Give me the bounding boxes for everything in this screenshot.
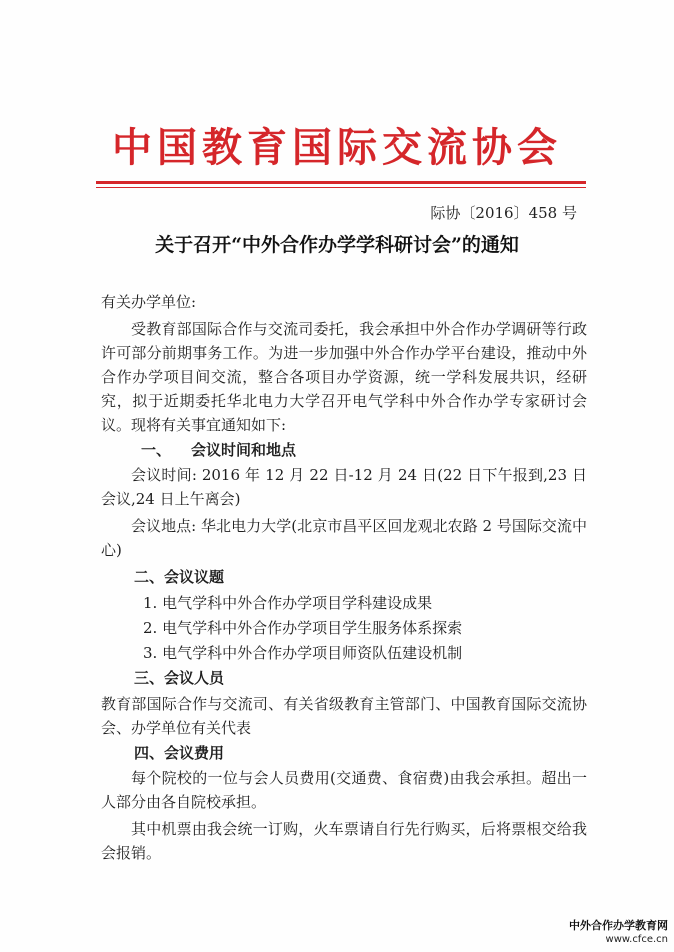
letterhead-title: 中国教育国际交流协会 [112, 124, 562, 171]
fees-paragraph-1: 每个院校的一位与会人员费用(交通费、食宿费)由我会承担。超出一人部分由各自院校承担。 [101, 769, 587, 811]
letterhead-rule-thick [96, 181, 586, 184]
section-1-heading [101, 438, 587, 462]
topic-item-2: 2. 电气学科中外合作办学项目学生服务体系探索 [143, 619, 463, 637]
letterhead-rule-thin [96, 187, 586, 188]
watermark-url: www.cfce.cn [605, 934, 668, 945]
salutation: 有关办学单位: [101, 293, 197, 311]
topic-item-1: 1. 电气学科中外合作办学项目学科建设成果 [143, 594, 433, 612]
section-3-heading: 三、会议人员 [134, 669, 225, 687]
section-1-title: 会议时间和地点 [191, 441, 297, 459]
notice-title: 关于召开“中外合作办学学科研讨会”的通知 [155, 234, 519, 256]
intro-paragraph: 受教育部国际合作与交流司委托，我会承担中外合作办学调研等行政许可部分前期事务工作。为进一步加强中外合作办学平台建设，推动中外合作办学项目间交流，整合各项目办学资源，统一学科发展共识，经研究，拟于近期委托华北电力大学召开电气学科中外合作办学专家研讨会议。现将有关事宜通知如下: [101, 320, 587, 434]
site-watermark [569, 919, 668, 946]
fees-paragraph-2: 其中机票由我会统一订购，火车票请自行先行购买，后将票根交给我会报销。 [101, 820, 587, 862]
topic-item-3: 3. 电气学科中外合作办学项目师资队伍建设机制 [143, 644, 463, 662]
watermark-site-name: 中外合作办学教育网 [569, 919, 668, 932]
document-number: 际协〔2016〕458 号 [430, 204, 577, 222]
meeting-time: 会议时间: 2016 年 12 月 22 日-12 月 24 日(22 日下午报到,23 日会议,24 日上午离会) [101, 466, 587, 508]
notice-body [101, 290, 587, 865]
section-2-heading: 二、会议议题 [134, 568, 225, 586]
attendees-text: 教育部国际合作与交流司、有关省级教育主管部门、中国教育国际交流协会、办学单位有关代表 [101, 695, 587, 737]
section-4-heading: 四、会议费用 [134, 744, 225, 762]
meeting-place: 会议地点: 华北电力大学(北京市昌平区回龙观北农路 2 号国际交流中心) [101, 517, 587, 559]
section-1-number: 一、 [141, 441, 172, 459]
